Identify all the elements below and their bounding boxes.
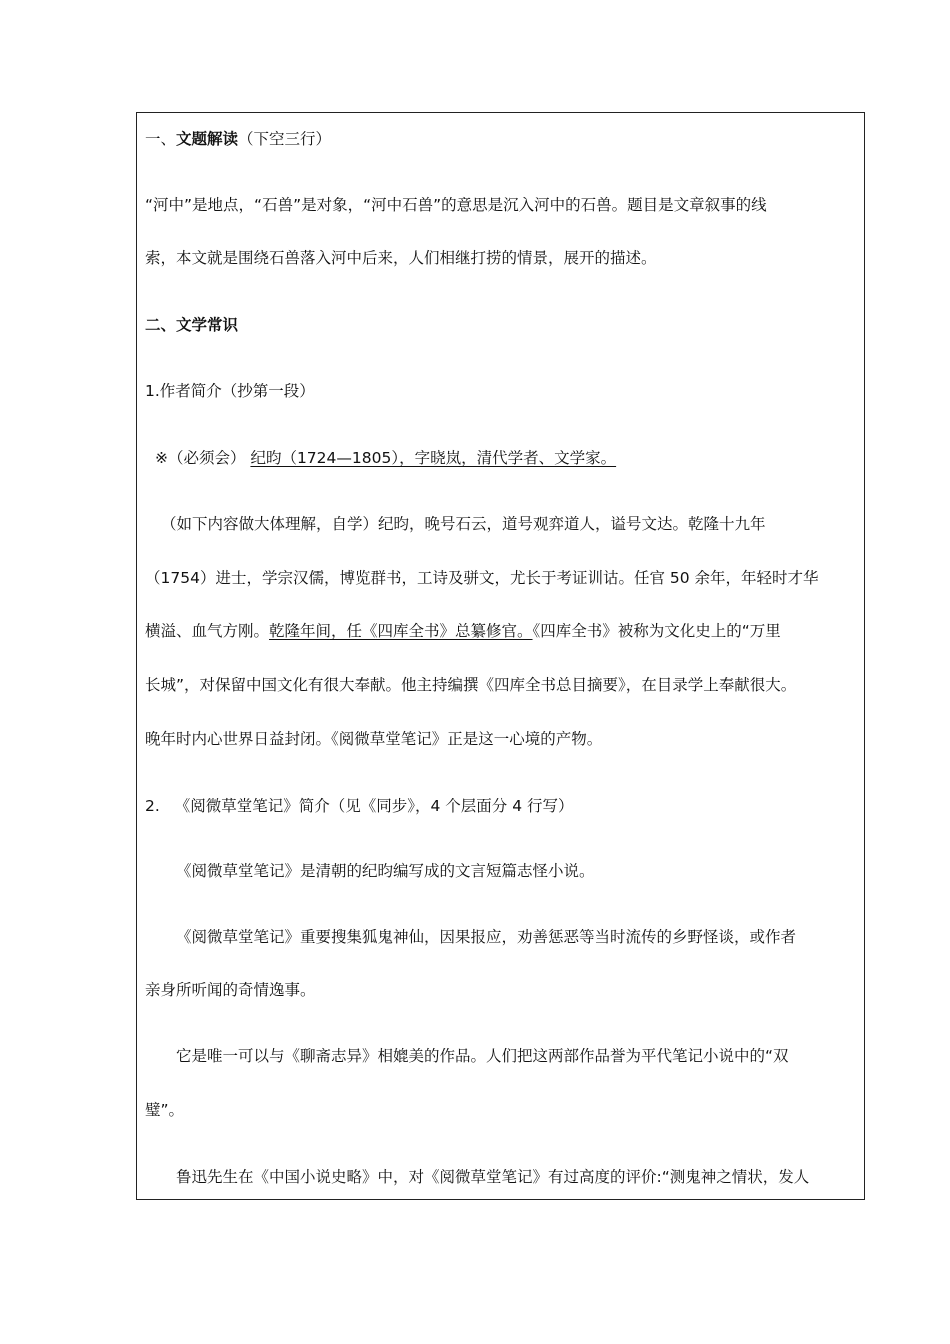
- book-para2-line2: 亲身所听闻的奇情逸事。: [145, 981, 316, 999]
- book-para3-line1: 它是唯一可以与《聊斋志异》相媲美的作品。人们把这两部作品誉为平代笔记小说中的“双: [176, 1047, 789, 1065]
- section1-note: （下空三行）: [238, 130, 332, 148]
- section1-prefix: 一、: [145, 130, 177, 148]
- book-intro-number: 2.: [145, 797, 160, 815]
- author-para-line1: （如下内容做大体理解，自学）纪昀，晚号石云，道号观弈道人，谥号文达。乾隆十九年: [161, 515, 766, 533]
- author-para-line3-underline: 乾隆年间，任《四库全书》总纂修官。: [269, 622, 533, 640]
- content-frame: [136, 112, 865, 1200]
- must-know-line: [155, 447, 858, 469]
- section1-heading: [145, 128, 858, 150]
- author-para-line3-b: 《四库全书》被称为文化史上的“万里: [532, 622, 781, 640]
- book-intro-title: 《阅微草堂笔记》简介（见《同步》，4 个层面分 4 行写）: [174, 797, 574, 815]
- author-para-line3: [145, 620, 858, 642]
- must-know-text: 纪昀（1724—1805），字晓岚，清代学者、文学家。: [250, 449, 617, 467]
- section1-title: 文题解读: [176, 130, 239, 148]
- author-intro-title: 1.作者简介（抄第一段）: [145, 382, 315, 400]
- author-para-line2: （1754）进士，学宗汉儒，博览群书，工诗及骈文，尤长于考证训诂。任官 50 余年，年轻时才华: [145, 569, 819, 587]
- must-know-prefix: ※（必须会）: [155, 449, 246, 467]
- book-para2-line1: 《阅微草堂笔记》重要搜集狐鬼神仙，因果报应，劝善惩恶等当时流传的乡野怪谈，或作者: [176, 928, 797, 946]
- book-para3-line2: 璧”。: [145, 1101, 185, 1119]
- author-para-line4: 长城”，对保留中国文化有很大奉献。他主持编撰《四库全书总目摘要》，在目录学上奉献很大。: [145, 676, 797, 694]
- book-para1: 《阅微草堂笔记》是清朝的纪昀编写成的文言短篇志怪小说。: [176, 862, 595, 880]
- author-para-line3-a: 横溢、血气方刚。: [145, 622, 270, 640]
- author-para-line5: 晚年时内心世界日益封闭。《阅微草堂笔记》正是这一心境的产物。: [145, 730, 603, 748]
- section2-title: 二、文学常识: [145, 316, 239, 334]
- book-para4-line1: 鲁迅先生在《中国小说史略》中，对《阅微草堂笔记》有过高度的评价:“测鬼神之情状，发人: [176, 1168, 810, 1186]
- section1-line2: 索，本文就是围绕石兽落入河中后来，人们相继打捞的情景，展开的描述。: [145, 249, 657, 267]
- book-intro-heading: [145, 795, 858, 817]
- section1-line1: “河中”是地点，“石兽”是对象，“河中石兽”的意思是沉入河中的石兽。题目是文章叙事的线: [145, 196, 767, 214]
